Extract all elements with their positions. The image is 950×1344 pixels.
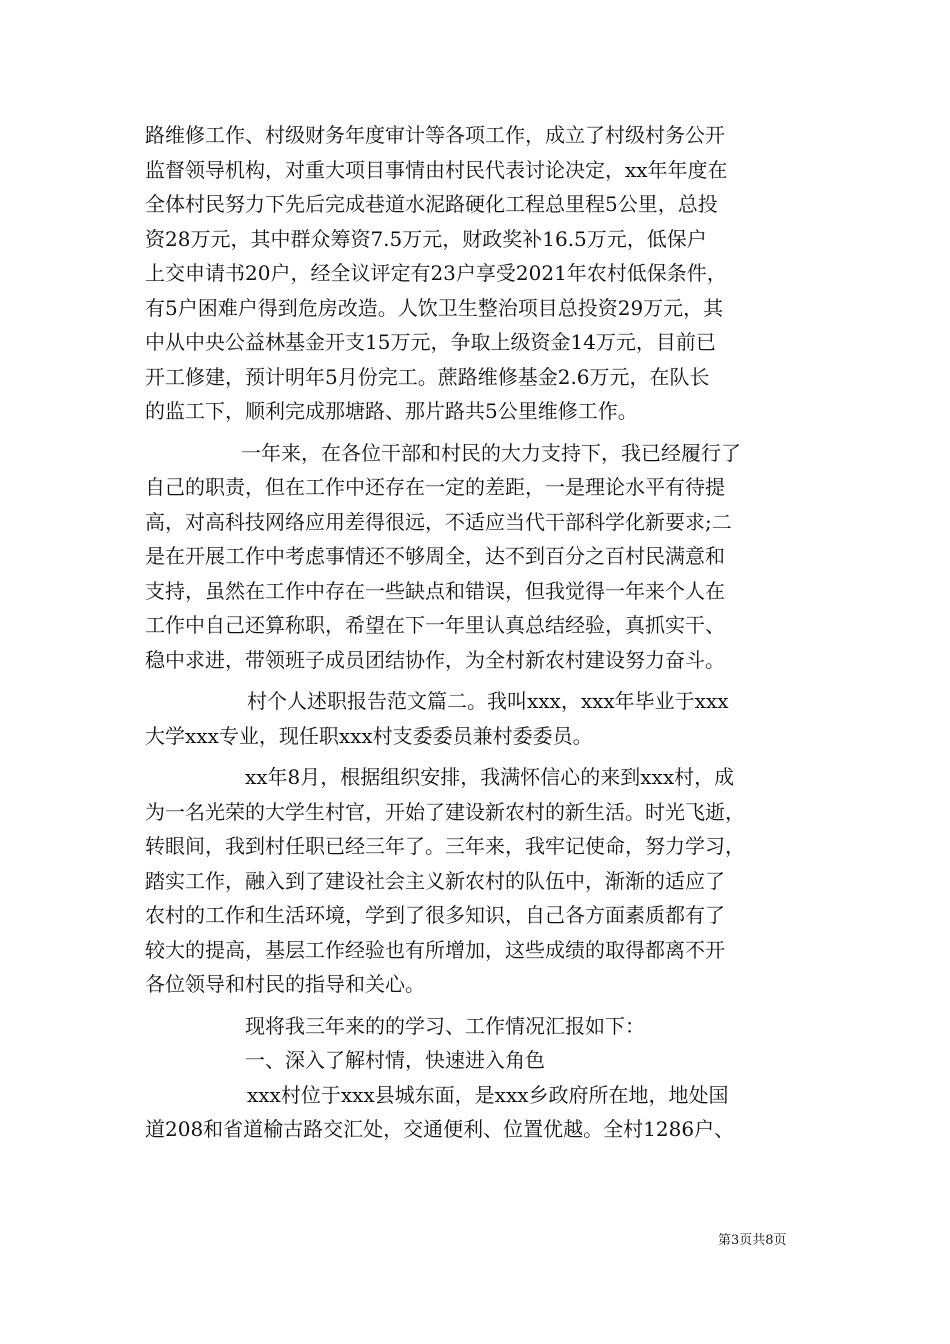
text-line: 道208和省道榆古路交汇处，交通便利、位置优越。全村1286户、: [145, 1117, 735, 1141]
text-line: 大学xxx专业，现任职xxx村支委委员兼村委委员。: [145, 723, 593, 748]
text-line: 是在开展工作中考虑事情还不够周全，达不到百分之百村民满意和: [145, 544, 725, 568]
text-line: 全体村民努力下先后完成巷道水泥路硬化工程总里程5公里，总投: [145, 192, 718, 216]
text-line: 路维修工作、村级财务年度审计等各项工作，成立了村级村务公开: [145, 123, 725, 147]
text-line: 较大的提高，基层工作经验也有所增加，这些成绩的取得都离不开: [145, 937, 725, 962]
text-line: 高，对高科技网络应用差得很远，不适应当代干部科学化新要求;二: [145, 509, 732, 534]
text-line: 各位领导和村民的指导和关心。: [145, 972, 425, 996]
text-line: 农村的工作和生活环境，学到了很多知识，自己各方面素质都有了: [145, 903, 725, 927]
paragraph-start-line: 现将我三年来的的学习、工作情况汇报如下：: [245, 1013, 645, 1038]
paragraph-start-line: 村个人述职报告范文篇二。我叫xxx，xxx年毕业于xxx: [247, 689, 729, 713]
text-line: 的监工下，顺利完成那塘路、那片路共5公里维修工作。: [145, 399, 638, 423]
text-line: 支持，虽然在工作中存在一些缺点和错误，但我觉得一年来个人在: [145, 578, 725, 603]
text-line: 踏实工作，融入到了建设社会主义新农村的队伍中，渐渐的适应了: [145, 868, 725, 893]
text-line: 开工修建，预计明年5月份完工。蔗路维修基金2.6万元，在队长: [145, 364, 710, 389]
text-line: 上交申请书20户，经全议评定有23户享受2021年农村低保条件，: [145, 261, 727, 285]
paragraph-start-line: xxx村位于xxx县城东面，是xxx乡政府所在地，地处国: [247, 1082, 729, 1107]
text-line: 自己的职责，但在工作中还存在一定的差距，一是理论水平有待提: [145, 475, 725, 499]
text-line: 资28万元，其中群众筹资7.5万元，财政奖补16.5万元，低保户: [145, 226, 707, 251]
text-line: 稳中求进，带领班子成员团结协作，为全村新农村建设努力奋斗。: [145, 647, 725, 672]
text-line: 有5户困难户得到危房改造。人饮卫生整治项目总投资29万元，其: [145, 295, 724, 320]
page-footer: 第3页共8页: [718, 1233, 787, 1248]
text-line: 为一名光荣的大学生村官，开始了建设新农村的新生活。时光飞逝，: [145, 799, 745, 824]
text-line: 监督领导机构，对重大项目事情由村民代表讨论决定，xx年年度在: [145, 157, 728, 182]
text-line: 中从中央公益林基金开支15万元，争取上级资金14万元，目前已: [145, 330, 716, 354]
text-line: 工作中自己还算称职，希望在下一年里认真总结经验，真抓实干、: [145, 613, 725, 637]
body-text: [145, 118, 810, 1147]
text-line: 转眼间，我到村任职已经三年了。三年来，我牢记使命，努力学习，: [145, 834, 745, 858]
paragraph-start-line: 一年来，在各位干部和村民的大力支持下，我已经履行了: [241, 440, 741, 465]
paragraph-start-line: xx年8月，根据组织安排，我满怀信心的来到xxx村，成: [245, 765, 735, 789]
section-heading: 一、深入了解村情，快速进入角色: [245, 1048, 545, 1072]
